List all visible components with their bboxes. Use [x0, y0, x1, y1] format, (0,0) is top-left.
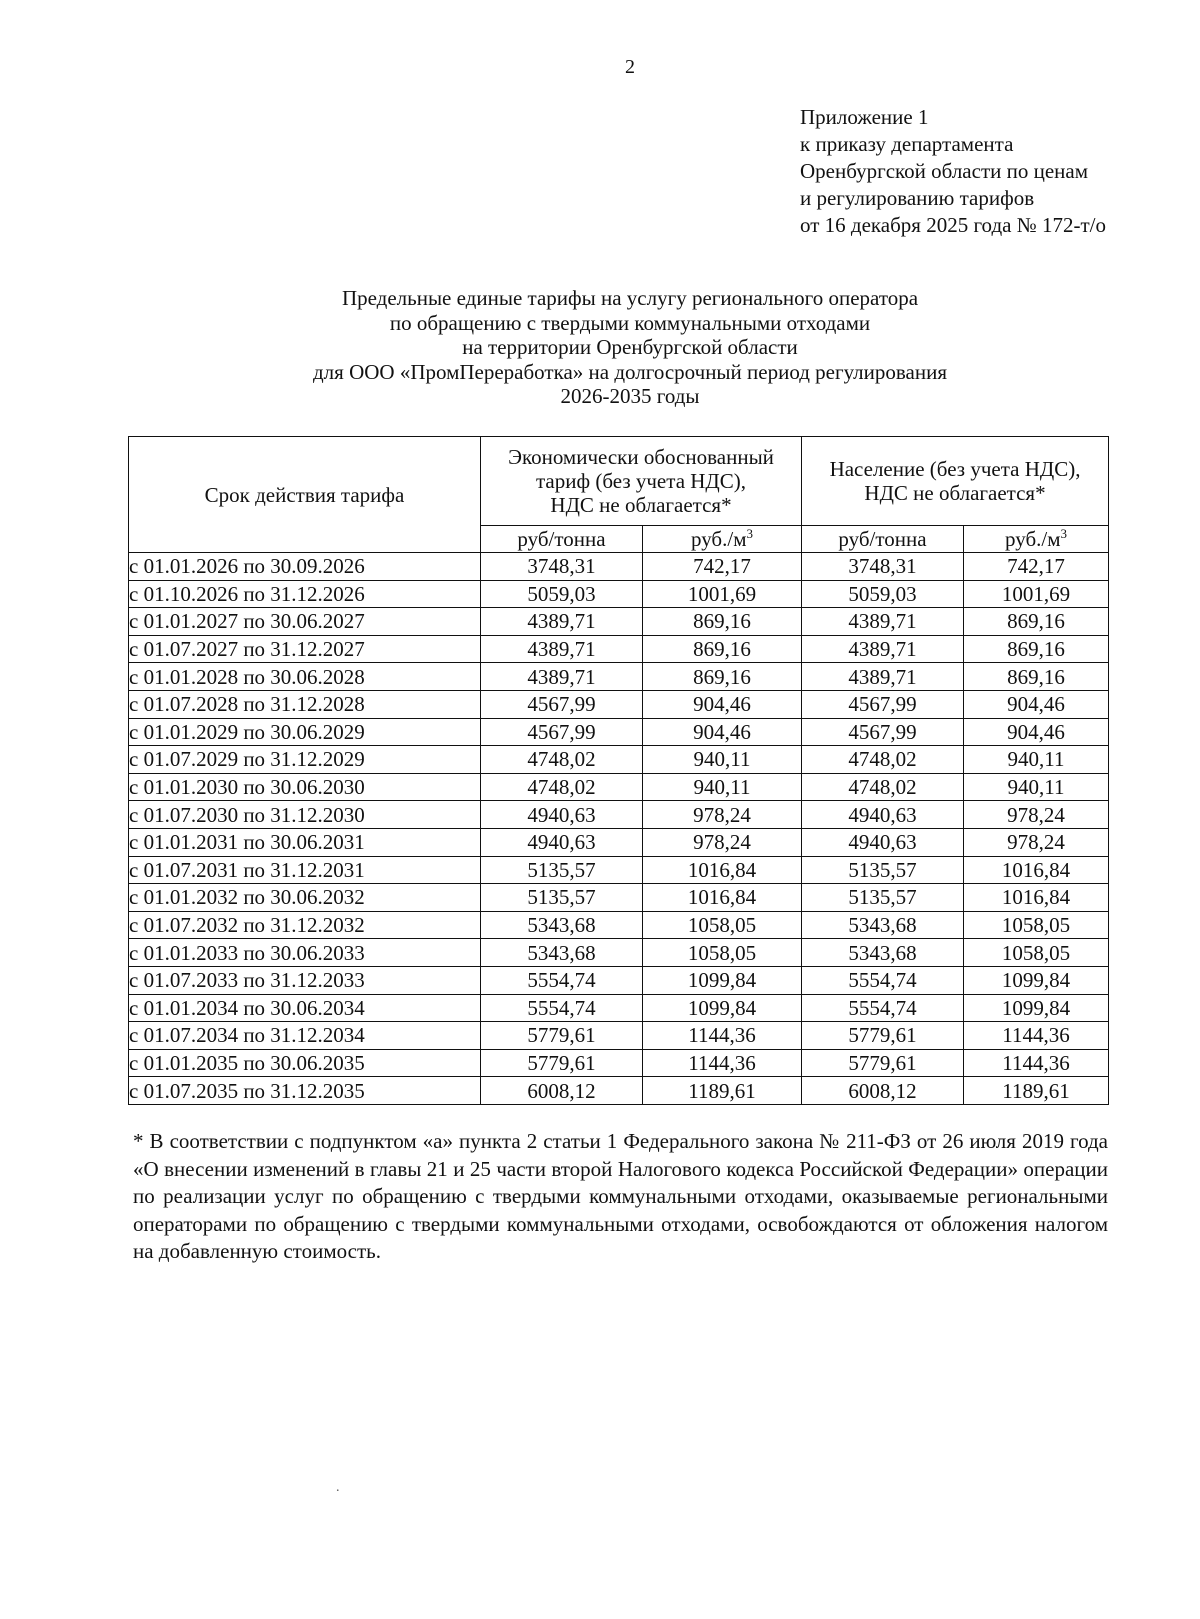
population-m3-cell: 742,17 — [964, 553, 1109, 581]
page-number: 2 — [625, 56, 635, 78]
population-m3-cell: 904,46 — [964, 718, 1109, 746]
population-m3-cell: 869,16 — [964, 608, 1109, 636]
population-m3-cell: 978,24 — [964, 801, 1109, 829]
header-population — [802, 437, 1109, 526]
economic-m3-cell: 1099,84 — [643, 966, 802, 994]
appendix-line: Приложение 1 — [800, 105, 929, 129]
economic-m3-cell: 978,24 — [643, 828, 802, 856]
economic-m3-cell: 940,11 — [643, 773, 802, 801]
period-cell: с 01.01.2033 по 30.06.2033 — [129, 939, 481, 967]
population-ton-cell: 4567,99 — [802, 718, 964, 746]
population-m3-cell: 940,11 — [964, 746, 1109, 774]
table-row — [129, 718, 1109, 746]
population-ton-cell: 5135,57 — [802, 856, 964, 884]
population-m3-cell: 1058,05 — [964, 939, 1109, 967]
economic-m3-cell: 904,46 — [643, 718, 802, 746]
table-row — [129, 884, 1109, 912]
population-ton-cell: 5779,61 — [802, 1049, 964, 1077]
economic-ton-cell: 4567,99 — [481, 690, 643, 718]
appendix-line: и регулированию тарифов — [800, 186, 1035, 210]
population-m3-cell: 1099,84 — [964, 966, 1109, 994]
population-ton-cell: 5554,74 — [802, 994, 964, 1022]
population-ton-cell: 4567,99 — [802, 690, 964, 718]
population-ton-cell: 3748,31 — [802, 553, 964, 581]
period-cell: с 01.01.2028 по 30.06.2028 — [129, 663, 481, 691]
period-cell: с 01.01.2031 по 30.06.2031 — [129, 828, 481, 856]
unit-m3-sup: 3 — [746, 526, 753, 541]
population-ton-cell: 5343,68 — [802, 939, 964, 967]
unit-m3-text: руб./м — [1005, 527, 1061, 551]
period-cell: с 01.07.2033 по 31.12.2033 — [129, 966, 481, 994]
population-ton-cell: 4389,71 — [802, 663, 964, 691]
population-m3-cell: 1016,84 — [964, 856, 1109, 884]
population-m3-cell: 1016,84 — [964, 884, 1109, 912]
period-cell: с 01.07.2029 по 31.12.2029 — [129, 746, 481, 774]
appendix-block — [800, 104, 1106, 239]
table-row — [129, 966, 1109, 994]
header-economic-line: НДС не облагается* — [550, 493, 732, 517]
economic-ton-cell: 4389,71 — [481, 635, 643, 663]
tariff-table — [128, 436, 1109, 1105]
period-cell: с 01.01.2026 по 30.09.2026 — [129, 553, 481, 581]
period-cell: с 01.01.2034 по 30.06.2034 — [129, 994, 481, 1022]
population-m3-cell: 869,16 — [964, 635, 1109, 663]
scan-speck: . — [336, 1480, 340, 1495]
economic-m3-cell: 869,16 — [643, 663, 802, 691]
unit-ton: руб/тонна — [802, 526, 964, 553]
economic-ton-cell: 4389,71 — [481, 663, 643, 691]
population-m3-cell: 1144,36 — [964, 1022, 1109, 1050]
economic-m3-cell: 742,17 — [643, 553, 802, 581]
population-m3-cell: 1099,84 — [964, 994, 1109, 1022]
economic-ton-cell: 5343,68 — [481, 911, 643, 939]
table-row — [129, 635, 1109, 663]
period-cell: с 01.01.2030 по 30.06.2030 — [129, 773, 481, 801]
economic-m3-cell: 1001,69 — [643, 580, 802, 608]
unit-m3 — [643, 526, 802, 553]
economic-ton-cell: 4940,63 — [481, 828, 643, 856]
period-cell: с 01.07.2027 по 31.12.2027 — [129, 635, 481, 663]
unit-m3-text: руб./м — [690, 527, 747, 551]
table-row — [129, 746, 1109, 774]
economic-ton-cell: 4940,63 — [481, 801, 643, 829]
economic-m3-cell: 1144,36 — [643, 1022, 802, 1050]
economic-m3-cell: 1144,36 — [643, 1049, 802, 1077]
economic-ton-cell: 4748,02 — [481, 746, 643, 774]
economic-m3-cell: 1058,05 — [643, 911, 802, 939]
table-row — [129, 608, 1109, 636]
footnote — [133, 1128, 1108, 1266]
document-title — [130, 286, 1130, 409]
economic-m3-cell: 1016,84 — [643, 856, 802, 884]
table-row — [129, 580, 1109, 608]
population-ton-cell: 4748,02 — [802, 746, 964, 774]
population-m3-cell: 1144,36 — [964, 1049, 1109, 1077]
period-cell: с 01.07.2030 по 31.12.2030 — [129, 801, 481, 829]
table-row — [129, 911, 1109, 939]
table-row — [129, 1077, 1109, 1105]
population-ton-cell: 5343,68 — [802, 911, 964, 939]
title-line: 2026-2035 годы — [560, 384, 700, 408]
population-ton-cell: 4389,71 — [802, 608, 964, 636]
title-line: на территории Оренбургской области — [462, 335, 798, 359]
unit-m3-sup: 3 — [1060, 526, 1068, 541]
period-cell: с 01.07.2035 по 31.12.2035 — [129, 1077, 481, 1105]
tariff-table-body — [129, 553, 1109, 1105]
header-population-line: НДС не облагается* — [864, 481, 1046, 505]
table-row — [129, 801, 1109, 829]
header-economic — [481, 437, 802, 526]
population-ton-cell: 4940,63 — [802, 801, 964, 829]
period-cell: с 01.07.2031 по 31.12.2031 — [129, 856, 481, 884]
table-row — [129, 828, 1109, 856]
economic-ton-cell: 5554,74 — [481, 966, 643, 994]
economic-m3-cell: 1016,84 — [643, 884, 802, 912]
period-cell: с 01.01.2027 по 30.06.2027 — [129, 608, 481, 636]
unit-ton: руб/тонна — [481, 526, 643, 553]
economic-ton-cell: 4567,99 — [481, 718, 643, 746]
period-cell: с 01.07.2032 по 31.12.2032 — [129, 911, 481, 939]
economic-ton-cell: 4389,71 — [481, 608, 643, 636]
population-ton-cell: 6008,12 — [802, 1077, 964, 1105]
economic-m3-cell: 869,16 — [643, 635, 802, 663]
header-economic-line: тариф (без учета НДС), — [536, 469, 746, 493]
economic-m3-cell: 978,24 — [643, 801, 802, 829]
economic-ton-cell: 5779,61 — [481, 1022, 643, 1050]
header-population-line: Население (без учета НДС), — [829, 457, 1081, 481]
period-cell: с 01.07.2034 по 31.12.2034 — [129, 1022, 481, 1050]
economic-m3-cell: 869,16 — [643, 608, 802, 636]
header-economic-line: Экономически обоснованный — [508, 445, 774, 469]
title-line: Предельные единые тарифы на услугу регионального оператора — [341, 286, 919, 310]
table-row — [129, 939, 1109, 967]
economic-ton-cell: 5059,03 — [481, 580, 643, 608]
table-row — [129, 663, 1109, 691]
economic-ton-cell: 5779,61 — [481, 1049, 643, 1077]
population-m3-cell: 1058,05 — [964, 911, 1109, 939]
economic-m3-cell: 1058,05 — [643, 939, 802, 967]
economic-ton-cell: 5343,68 — [481, 939, 643, 967]
title-line: по обращению с твердыми коммунальными отходами — [389, 310, 871, 335]
population-ton-cell: 4940,63 — [802, 828, 964, 856]
unit-m3 — [964, 526, 1109, 553]
population-ton-cell: 5779,61 — [802, 1022, 964, 1050]
table-row — [129, 773, 1109, 801]
population-m3-cell: 1001,69 — [964, 580, 1109, 608]
period-cell: с 01.01.2032 по 30.06.2032 — [129, 884, 481, 912]
table-row — [129, 856, 1109, 884]
table-row — [129, 553, 1109, 581]
population-m3-cell: 1189,61 — [964, 1077, 1109, 1105]
table-row — [129, 994, 1109, 1022]
economic-ton-cell: 3748,31 — [481, 553, 643, 581]
population-m3-cell: 869,16 — [964, 663, 1109, 691]
economic-ton-cell: 5554,74 — [481, 994, 643, 1022]
period-cell: с 01.01.2029 по 30.06.2029 — [129, 718, 481, 746]
economic-ton-cell: 6008,12 — [481, 1077, 643, 1105]
appendix-line: от 16 декабря 2025 года № 172-т/о — [800, 213, 1106, 237]
population-m3-cell: 904,46 — [964, 690, 1109, 718]
population-m3-cell: 978,24 — [964, 828, 1109, 856]
appendix-line: Оренбургской области по ценам — [800, 159, 1089, 183]
economic-m3-cell: 904,46 — [643, 690, 802, 718]
economic-ton-cell: 4748,02 — [481, 773, 643, 801]
footnote-text: * В соответствии с подпунктом «а» пункта 2 статьи 1 Федерального закона № 211-ФЗ от 26 июля 2019 года «О внесении изменений в главы 21 и 25 части второй Налогового кодекса Российской Федерации» операции по реализации услуг по обращению с твердыми коммунальными отходами, оказываемые региональными операторами по обращению с твердыми коммунальными отходами, освобождаются от обложения налогом на добавленную стоимость. — [133, 1129, 1108, 1263]
population-ton-cell: 5059,03 — [802, 580, 964, 608]
economic-ton-cell: 5135,57 — [481, 884, 643, 912]
header-period: Срок действия тарифа — [129, 437, 481, 553]
economic-m3-cell: 1099,84 — [643, 994, 802, 1022]
table-row — [129, 1022, 1109, 1050]
population-ton-cell: 4389,71 — [802, 635, 964, 663]
population-ton-cell: 5135,57 — [802, 884, 964, 912]
appendix-line: к приказу департамента — [800, 132, 1014, 156]
economic-m3-cell: 940,11 — [643, 746, 802, 774]
period-cell: с 01.01.2035 по 30.06.2035 — [129, 1049, 481, 1077]
population-m3-cell: 940,11 — [964, 773, 1109, 801]
title-line: для ООО «ПромПереработка» на долгосрочный период регулирования — [313, 359, 947, 384]
economic-m3-cell: 1189,61 — [643, 1077, 802, 1105]
period-cell: с 01.07.2028 по 31.12.2028 — [129, 690, 481, 718]
period-cell: с 01.10.2026 по 31.12.2026 — [129, 580, 481, 608]
economic-ton-cell: 5135,57 — [481, 856, 643, 884]
table-row — [129, 690, 1109, 718]
population-ton-cell: 4748,02 — [802, 773, 964, 801]
table-row — [129, 1049, 1109, 1077]
population-ton-cell: 5554,74 — [802, 966, 964, 994]
